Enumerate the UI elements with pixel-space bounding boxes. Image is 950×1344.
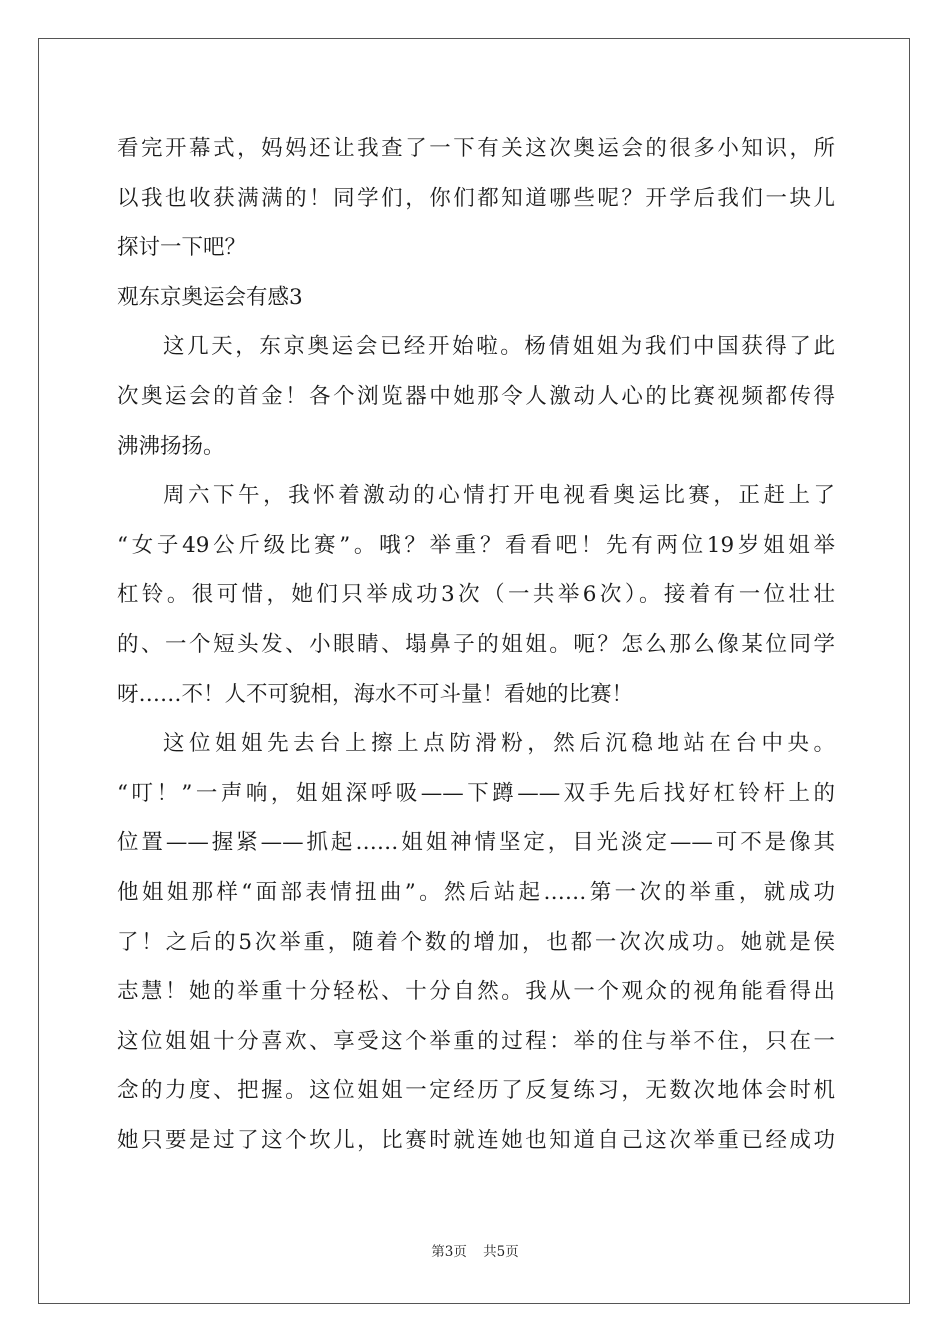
- current-page-number: 第3页: [431, 1244, 467, 1260]
- document-body: [117, 124, 835, 1165]
- paragraph2-line-4: 的、一个短头发、小眼睛、塌鼻子的姐姐。呃？怎么那么像某位同学: [117, 631, 835, 657]
- paragraph2-line-3: 杠铃。很可惜，她们只举成功3次（一共举6次）。接着有一位壮壮: [117, 582, 835, 608]
- page-footer: [0, 1240, 950, 1260]
- paragraph2-line-1: 周六下午，我怀着激动的心情打开电视看奥运比赛，正赶上了: [163, 483, 835, 509]
- paragraph3-line-4: 他姐姐那样“面部表情扭曲”。然后站起……第一次的举重，就成功: [117, 879, 835, 905]
- paragraph3-line-6: 志慧！她的举重十分轻松、十分自然。我从一个观众的视角能看得出: [117, 979, 835, 1005]
- paragraph3-line-2: “叮！”一声响，姐姐深呼吸——下蹲——双手先后找好杠铃杆上的: [117, 780, 835, 806]
- intro-line-1: 看完开幕式，妈妈还让我查了一下有关这次奥运会的很多小知识，所: [117, 136, 835, 161]
- paragraph3-line-5: 了！之后的5次举重，随着个数的增加，也都一次次成功。她就是侯: [117, 929, 835, 955]
- paragraph1-line-2: 次奥运会的首金！各个浏览器中她那令人激动人心的比赛视频都传得: [117, 383, 835, 409]
- paragraph1-line-1: 这几天，东京奥运会已经开始啦。杨倩姐姐为我们中国获得了此: [163, 334, 835, 360]
- paragraph3-line-3: 位置——握紧——抓起……姐姐神情坚定，目光淡定——可不是像其: [117, 830, 835, 856]
- intro-line-3: 探讨一下吧？: [117, 235, 247, 261]
- paragraph2-line-2: “女子49公斤级比赛”。哦？举重？看看吧！先有两位19岁姐姐举: [117, 532, 835, 558]
- total-pages: 共5页: [483, 1244, 519, 1260]
- paragraph3-line-8: 念的力度、把握。这位姐姐一定经历了反复练习，无数次地体会时机: [117, 1078, 835, 1104]
- paragraph3-line-7: 这位姐姐十分喜欢、享受这个举重的过程：举的住与举不住，只在一: [117, 1028, 835, 1054]
- paragraph2-line-5: 呀……不！人不可貌相，海水不可斗量！看她的比赛！: [117, 681, 634, 707]
- section-title: 观东京奥运会有感3: [117, 284, 303, 310]
- intro-line-2: 以我也收获满满的！同学们，你们都知道哪些呢？开学后我们一块儿: [117, 185, 835, 211]
- paragraph3-line-9: 她只要是过了这个坎儿，比赛时就连她也知道自己这次举重已经成功: [117, 1127, 835, 1153]
- paragraph3-line-1: 这位姐姐先去台上擦上点防滑粉，然后沉稳地站在台中央。: [163, 731, 835, 757]
- paragraph1-line-3: 沸沸扬扬。: [117, 433, 225, 459]
